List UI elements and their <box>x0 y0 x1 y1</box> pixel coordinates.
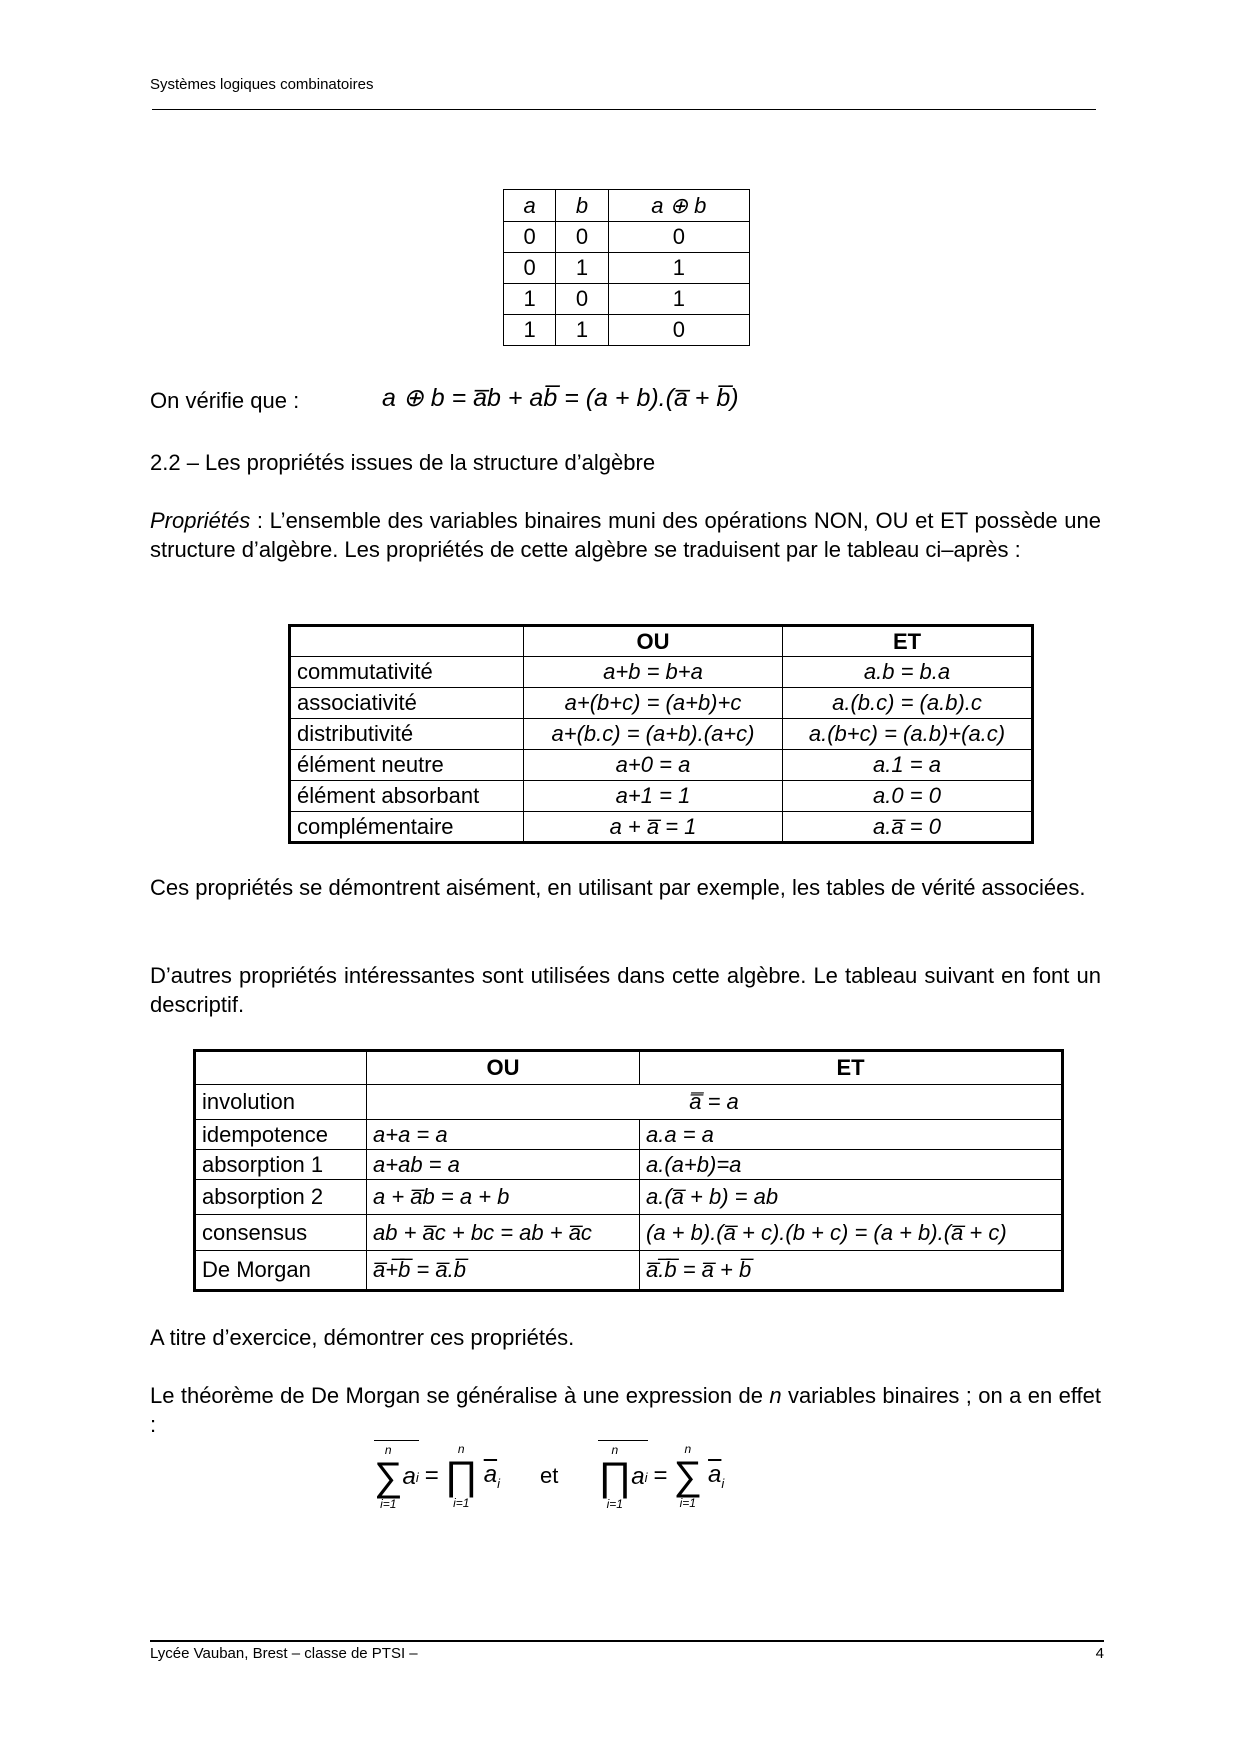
cell: a.(a+b)=a <box>640 1150 1063 1180</box>
cell: a̅+̅b̅ = a̅.b̅ <box>367 1251 640 1291</box>
cell: a.(b.c) = (a.b).c <box>783 688 1033 719</box>
table-row <box>290 750 1033 781</box>
cell: a+(b.c) = (a+b).(a+c) <box>524 719 783 750</box>
negated-sum <box>374 1440 419 1511</box>
cell: a̅.̅b̅ = a̅ + b̅ <box>640 1251 1063 1291</box>
properties-text: : L’ensemble des variables binaires muni des opérations NON, OU et ET possède une structure d’algèbre. Les propriétés de cette algèbre se traduisent par le tableau ci–après : <box>150 508 1101 562</box>
subscript: i <box>644 1469 648 1485</box>
th-empty <box>290 626 524 657</box>
table-row <box>504 253 750 284</box>
term: $\overline{a}$ <box>708 1460 722 1488</box>
properties-label: Propriétés <box>150 508 251 533</box>
paragraph-de-morgan-general <box>150 1381 1101 1439</box>
th-ou: OU <box>524 626 783 657</box>
properties-paragraph <box>150 506 1101 564</box>
table-row <box>504 284 750 315</box>
paragraph-other-properties: D’autres propriétés intéressantes sont utilisées dans cette algèbre. Le tableau suivant en font un descriptif. <box>150 963 1101 1017</box>
cell: a+ab = a <box>367 1150 640 1180</box>
table-row <box>504 315 750 346</box>
cell: 0 <box>504 253 556 284</box>
table-row <box>195 1085 1063 1120</box>
negated-product <box>598 1440 647 1511</box>
sigma-symbol: ∑ <box>374 1455 403 1499</box>
table-row <box>195 1215 1063 1251</box>
upper-limit: n <box>611 1443 619 1457</box>
cell: complémentaire <box>290 812 524 843</box>
algebra-properties-table <box>288 624 1034 844</box>
xor-truth-table <box>503 189 750 346</box>
cell: a+b = b+a <box>524 657 783 688</box>
cell: a.0 = 0 <box>783 781 1033 812</box>
cell: a.(a̅ + b) = ab <box>640 1180 1063 1215</box>
cell: a.(b+c) = (a.b)+(a.c) <box>783 719 1033 750</box>
sum-operator <box>374 1443 403 1511</box>
text: variables binaires ; on a en effet : <box>150 1383 1101 1437</box>
cell: distributivité <box>290 719 524 750</box>
de-morgan-general-formula <box>374 1440 724 1511</box>
table-row <box>290 781 1033 812</box>
upper-limit: n <box>457 1441 465 1456</box>
cell: 0 <box>608 222 749 253</box>
cell: 0 <box>556 222 608 253</box>
page-number: 4 <box>1095 1645 1104 1662</box>
equals: = <box>424 1461 439 1489</box>
cell: absorption 2 <box>195 1180 367 1215</box>
cell: 1 <box>504 284 556 315</box>
section-heading: 2.2 – Les propriétés issues de la structure d’algèbre <box>150 450 656 475</box>
lower-limit: i=1 <box>380 1497 397 1511</box>
th-b: b <box>556 190 608 222</box>
table-row <box>290 812 1033 843</box>
cell: associativité <box>290 688 524 719</box>
verify-formula: a ⊕ b = a̅b + ab̅ = (a + b).(a̅ + b̅) <box>382 384 739 412</box>
cell: idempotence <box>195 1120 367 1150</box>
cell: a+1 = 1 <box>524 781 783 812</box>
sum-operator <box>674 1442 703 1510</box>
term: $\overline{a}$ <box>483 1460 498 1488</box>
paragraph-demonstration: Ces propriétés se démontrent aisément, en utilisant par exemple, les tables de vérité associées. <box>150 875 1086 900</box>
lower-limit: i=1 <box>606 1497 623 1511</box>
sigma-symbol: ∑ <box>673 1453 703 1498</box>
term: a <box>631 1463 645 1490</box>
paragraph-exercise: A titre d’exercice, démontrer ces propriétés. <box>150 1325 575 1350</box>
th-a: a <box>504 190 556 222</box>
cell: a̿ = a <box>367 1085 1063 1120</box>
table-row <box>195 1180 1063 1215</box>
cell: élément absorbant <box>290 781 524 812</box>
cell: a + a̅ = 1 <box>524 812 783 843</box>
cell: a.b = b.a <box>783 657 1033 688</box>
th-xor: a ⊕ b <box>608 190 749 222</box>
pi-symbol: ∏ <box>598 1455 632 1499</box>
subscript: i <box>721 1475 725 1491</box>
header-rule <box>152 109 1096 110</box>
cell: involution <box>195 1085 367 1120</box>
cell: a + a̅b = a + b <box>367 1180 640 1215</box>
cell: ab + a̅c + bc = ab + a̅c <box>367 1215 640 1251</box>
cell: 0 <box>608 315 749 346</box>
cell: a.1 = a <box>783 750 1033 781</box>
cell: 0 <box>556 284 608 315</box>
table-row <box>195 1150 1063 1180</box>
cell: 0 <box>504 222 556 253</box>
cell: commutativité <box>290 657 524 688</box>
text: Le théorème de De Morgan se généralise à une expression de <box>150 1383 770 1408</box>
cell: 1 <box>608 253 749 284</box>
cell: 1 <box>556 315 608 346</box>
et-word: et <box>539 1462 559 1488</box>
subscript: i <box>415 1469 419 1485</box>
lower-limit: i=1 <box>453 1495 470 1510</box>
equals: = <box>653 1461 668 1489</box>
lower-limit: i=1 <box>679 1495 696 1510</box>
upper-limit: n <box>384 1443 392 1457</box>
footer-rule <box>150 1640 1104 1642</box>
cell: a.a̅ = 0 <box>783 812 1033 843</box>
table-row <box>290 688 1033 719</box>
verify-label: On vérifie que : <box>150 388 300 413</box>
table-row <box>195 1120 1063 1150</box>
cell: a+(b+c) = (a+b)+c <box>524 688 783 719</box>
running-header: Systèmes logiques combinatoires <box>150 76 374 93</box>
subscript: i <box>497 1475 500 1491</box>
cell: (a + b).(a̅ + c).(b + c) = (a + b).(a̅ + c) <box>640 1215 1063 1251</box>
cell: 1 <box>504 315 556 346</box>
cell: a+a = a <box>367 1120 640 1150</box>
table-row <box>290 657 1033 688</box>
cell: De Morgan <box>195 1251 367 1291</box>
th-empty <box>195 1051 367 1085</box>
table-row <box>290 719 1033 750</box>
cell: 1 <box>608 284 749 315</box>
footer-text: Lycée Vauban, Brest – classe de PTSI – <box>150 1645 418 1662</box>
cell: consensus <box>195 1215 367 1251</box>
cell: 1 <box>556 253 608 284</box>
cell: élément neutre <box>290 750 524 781</box>
th-ou: OU <box>367 1051 640 1085</box>
cell: a.a = a <box>640 1120 1063 1150</box>
cell: absorption 1 <box>195 1150 367 1180</box>
term: a <box>402 1463 416 1490</box>
cell: a+0 = a <box>524 750 783 781</box>
table-row <box>504 222 750 253</box>
upper-limit: n <box>684 1441 692 1456</box>
product-operator <box>598 1443 631 1511</box>
text: n <box>769 1383 782 1408</box>
product-operator <box>445 1442 478 1510</box>
other-properties-table <box>193 1049 1064 1292</box>
pi-symbol: ∏ <box>444 1453 478 1498</box>
table-row <box>195 1251 1063 1291</box>
th-et: ET <box>640 1051 1063 1085</box>
th-et: ET <box>783 626 1033 657</box>
